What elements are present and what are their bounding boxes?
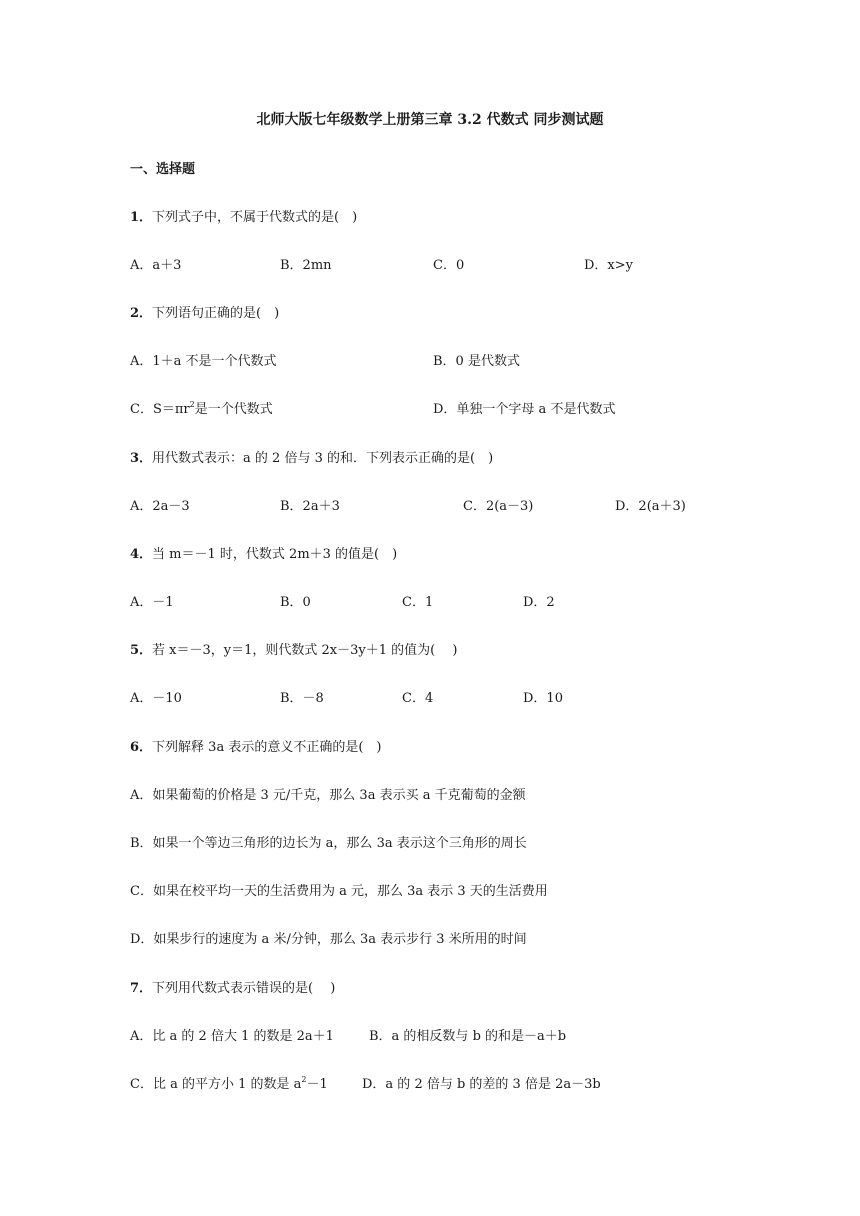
option-b: B．－8 — [280, 691, 324, 706]
option-c: C．4 — [402, 691, 434, 706]
option-a: A．－1 — [130, 595, 174, 610]
question-number: 3． — [130, 451, 153, 466]
question-text: 当 m＝－1 时，代数式 2m＋3 的值是( ) — [152, 547, 398, 562]
question-2 — [130, 304, 279, 324]
question-text: 若 x＝－3，y＝1，则代数式 2x－3y＋1 的值为( ) — [152, 643, 458, 658]
option-a: A．a＋3 — [130, 258, 182, 273]
question-2-options-row-1 — [130, 352, 770, 372]
option-c: C．1 — [402, 595, 434, 610]
question-number: 7． — [130, 981, 153, 996]
superscript: 2 — [189, 400, 195, 409]
question-number: 1． — [130, 210, 153, 225]
question-text: 下列式子中，不属于代数式的是( ) — [152, 210, 358, 225]
question-4-options — [130, 593, 770, 613]
option-d: D．10 — [523, 691, 563, 706]
question-number: 4． — [130, 547, 153, 562]
option-b: B．2a＋3 — [280, 499, 340, 514]
option-c: C．如果在校平均一天的生活费用为 a 元，那么 3a 表示 3 天的生活费用 — [130, 884, 548, 899]
option-a: A．如果葡萄的价格是 3 元/千克，那么 3a 表示买 a 千克葡萄的金额 — [130, 788, 526, 803]
option-a: A．1＋a 不是一个代数式 — [130, 354, 277, 369]
question-3 — [130, 449, 493, 469]
option-c: C．$S=\pi r^2$是一个代数式 — [130, 400, 273, 417]
superscript: 2 — [301, 1075, 307, 1084]
option-a: A．－10 — [130, 691, 182, 706]
question-5-options — [130, 689, 770, 709]
question-number: 5． — [130, 643, 153, 658]
section-heading: 一、选择题 — [130, 162, 196, 177]
option-d: D．x>y — [584, 258, 633, 273]
question-text: 下列语句正确的是( ) — [152, 306, 280, 321]
question-1-options — [130, 256, 770, 276]
option-c: C．0 — [433, 258, 465, 273]
option-a: A．2a－3 — [130, 499, 190, 514]
option-d: D．2 — [523, 595, 555, 610]
document-title: 北师大版七年级数学上册第三章 3.2 代数式 同步测试题 — [256, 112, 604, 128]
question-number: 2． — [130, 306, 153, 321]
option-c: C．比 a 的平方小 1 的数是 $a^2-1$ — [130, 1075, 328, 1092]
question-7 — [130, 979, 335, 999]
option-d: D．如果步行的速度为 a 米/分钟，那么 3a 表示步行 3 米所用的时间 — [130, 932, 527, 947]
option-b: B．如果一个等边三角形的边长为 a，那么 3a 表示这个三角形的周长 — [130, 836, 527, 851]
question-6 — [130, 738, 381, 758]
option-a: A．比 a 的 2 倍大 1 的数是 2a＋1 — [130, 1029, 334, 1044]
question-2-options-row-2 — [130, 400, 770, 420]
question-5 — [130, 641, 457, 661]
question-text: 用代数式表示：a 的 2 倍与 3 的和．下列表示正确的是( ) — [152, 451, 494, 466]
question-1 — [130, 208, 357, 228]
question-number: 6． — [130, 740, 153, 755]
question-4 — [130, 545, 397, 565]
option-b: B．0 — [280, 595, 311, 610]
question-7-options-row-2 — [130, 1075, 770, 1095]
option-d: D．单独一个字母 a 不是代数式 — [433, 402, 616, 417]
question-3-options — [130, 497, 770, 517]
option-b: B．0 是代数式 — [433, 354, 520, 369]
option-b: B．a 的相反数与 b 的和是－a＋b — [369, 1029, 567, 1044]
option-c: C．2(a－3) — [463, 499, 534, 514]
question-7-options-row-1 — [130, 1027, 770, 1047]
question-text: 下列解释 3a 表示的意义不正确的是( ) — [152, 740, 382, 755]
option-d: D．2(a＋3) — [615, 499, 686, 514]
option-b: B．2mn — [280, 258, 332, 273]
question-text: 下列用代数式表示错误的是( ) — [152, 981, 336, 996]
option-d: D．a 的 2 倍与 b 的差的 3 倍是 2a－3b — [362, 1077, 601, 1092]
